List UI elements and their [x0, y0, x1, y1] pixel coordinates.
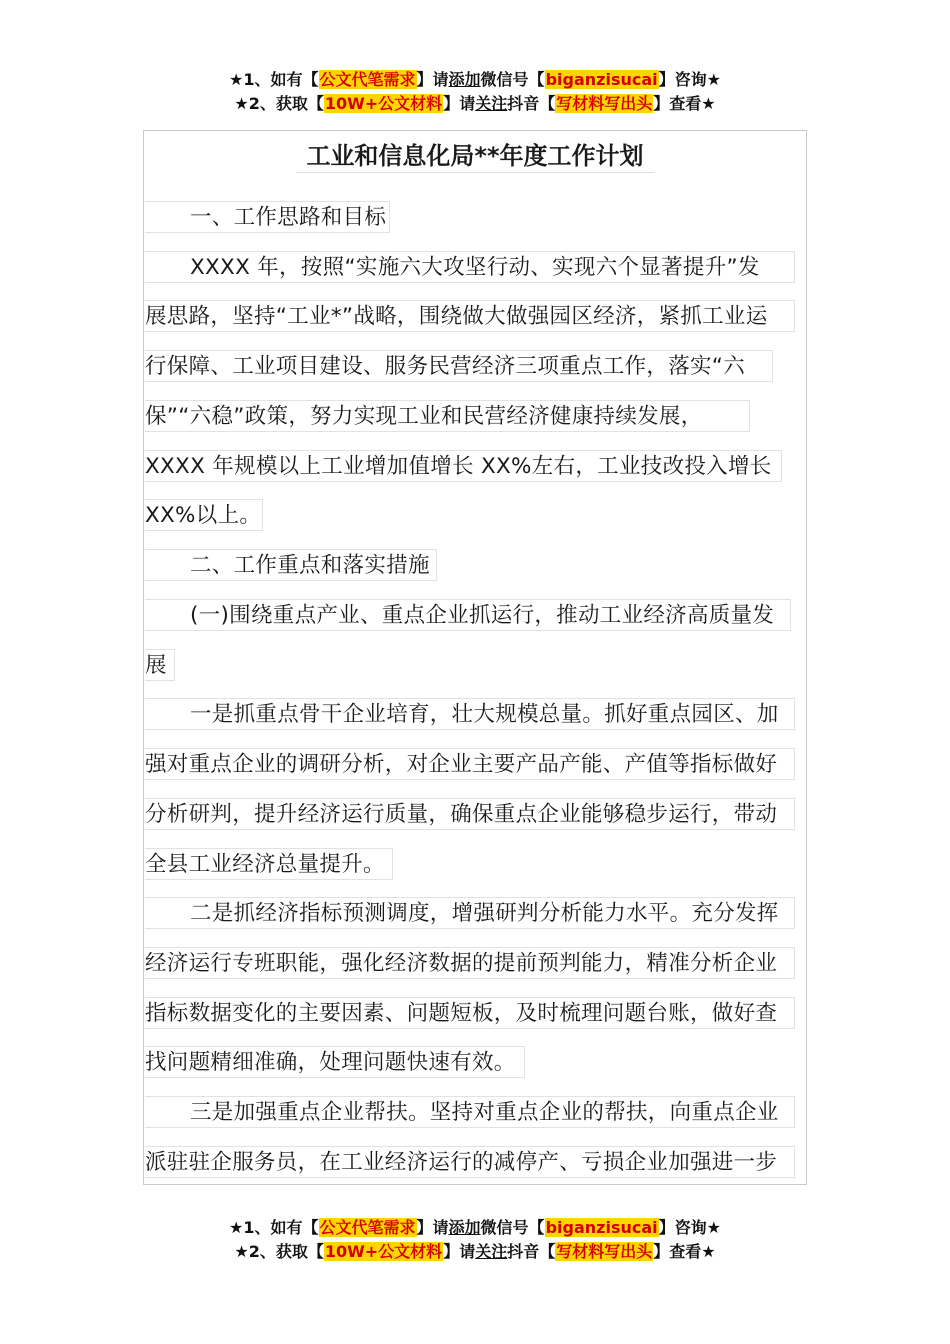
promo-highlight: 公文代笔需求 [319, 70, 416, 89]
paragraph-line: 行保障、工业项目建设、服务民营经济三项重点工作，落实“六 [145, 350, 773, 382]
document-title: 工业和信息化局**年度工作计划 [296, 140, 654, 173]
promo-line-2 [0, 1240, 950, 1264]
section-heading: 二、工作重点和落实措施 [145, 549, 437, 581]
paragraph-line: 强对重点企业的调研分析，对企业主要产品产能、产值等指标做好 [145, 748, 795, 780]
promo-line-2 [0, 92, 950, 116]
promo-text: 】咨询★ [658, 1218, 721, 1237]
promo-text: 抖音【 [507, 1242, 556, 1261]
promo-highlight: 公文代笔需求 [319, 1218, 416, 1237]
paragraph-line: 展思路，坚持“工业*”战略，围绕做大做强园区经济，紧抓工业运 [145, 300, 795, 332]
promo-line-1 [0, 68, 950, 92]
paragraph-line: 分析研判，提升经济运行质量，确保重点企业能够稳步运行，带动 [145, 798, 795, 830]
promo-text: 微信号【 [480, 1218, 545, 1237]
promo-text: 】查看★ [653, 1242, 716, 1261]
promo-text: ★1、如有【 [229, 1218, 319, 1237]
paragraph-line: XXXX 年规模以上工业增加值增长 XX%左右，工业技改投入增长 [145, 450, 782, 482]
promo-underline: 关注 [475, 1242, 508, 1261]
promo-banner-bottom [0, 1216, 950, 1264]
promo-text: 】请 [416, 70, 449, 89]
promo-text: ★2、获取【 [234, 94, 324, 113]
promo-banner-top [0, 68, 950, 116]
paragraph-line: 指标数据变化的主要因素、问题短板，及时梳理问题台账，做好查 [145, 997, 795, 1029]
promo-text: 】请 [443, 94, 476, 113]
paragraph-line: 一是抓重点骨干企业培育，壮大规模总量。抓好重点园区、加 [145, 698, 795, 730]
paragraph-line: 二是抓经济指标预测调度，增强研判分析能力水平。充分发挥 [145, 897, 795, 929]
promo-highlight: 写材料写出头 [556, 94, 653, 113]
promo-highlight: biganzisucai [545, 70, 658, 89]
promo-text: 】查看★ [653, 94, 716, 113]
promo-underline: 添加 [448, 1218, 481, 1237]
paragraph-line: 派驻驻企服务员，在工业经济运行的减停产、亏损企业加强进一步 [145, 1146, 795, 1178]
promo-highlight: 10W+公文材料 [324, 94, 443, 113]
subsection-heading: 展 [145, 649, 175, 681]
subsection-heading: (一)围绕重点产业、重点企业抓运行，推动工业经济高质量发 [145, 599, 791, 631]
promo-highlight: biganzisucai [545, 1218, 658, 1237]
paragraph-line: 找问题精细准确，处理问题快速有效。 [145, 1046, 525, 1078]
section-heading: 一、工作思路和目标 [145, 201, 390, 233]
paragraph-line: XXXX 年，按照“实施六大攻坚行动、实现六个显著提升”发 [145, 251, 795, 283]
paragraph-line: 经济运行专班职能，强化经济数据的提前预判能力，精准分析企业 [145, 947, 795, 979]
promo-text: ★1、如有【 [229, 70, 319, 89]
paragraph-line: XX%以上。 [145, 499, 263, 531]
promo-line-1 [0, 1216, 950, 1240]
paragraph-line: 保”“六稳”政策，努力实现工业和民营经济健康持续发展， [145, 400, 750, 432]
paragraph-line: 全县工业经济总量提升。 [145, 848, 393, 880]
promo-text: 】请 [443, 1242, 476, 1261]
promo-underline: 关注 [475, 94, 508, 113]
promo-text: 微信号【 [480, 70, 545, 89]
promo-text: ★2、获取【 [234, 1242, 324, 1261]
promo-underline: 添加 [448, 70, 481, 89]
paragraph-line: 三是加强重点企业帮扶。坚持对重点企业的帮扶，向重点企业 [145, 1096, 795, 1128]
promo-highlight: 10W+公文材料 [324, 1242, 443, 1261]
promo-text: 抖音【 [507, 94, 556, 113]
promo-text: 】咨询★ [658, 70, 721, 89]
promo-highlight: 写材料写出头 [556, 1242, 653, 1261]
promo-text: 】请 [416, 1218, 449, 1237]
